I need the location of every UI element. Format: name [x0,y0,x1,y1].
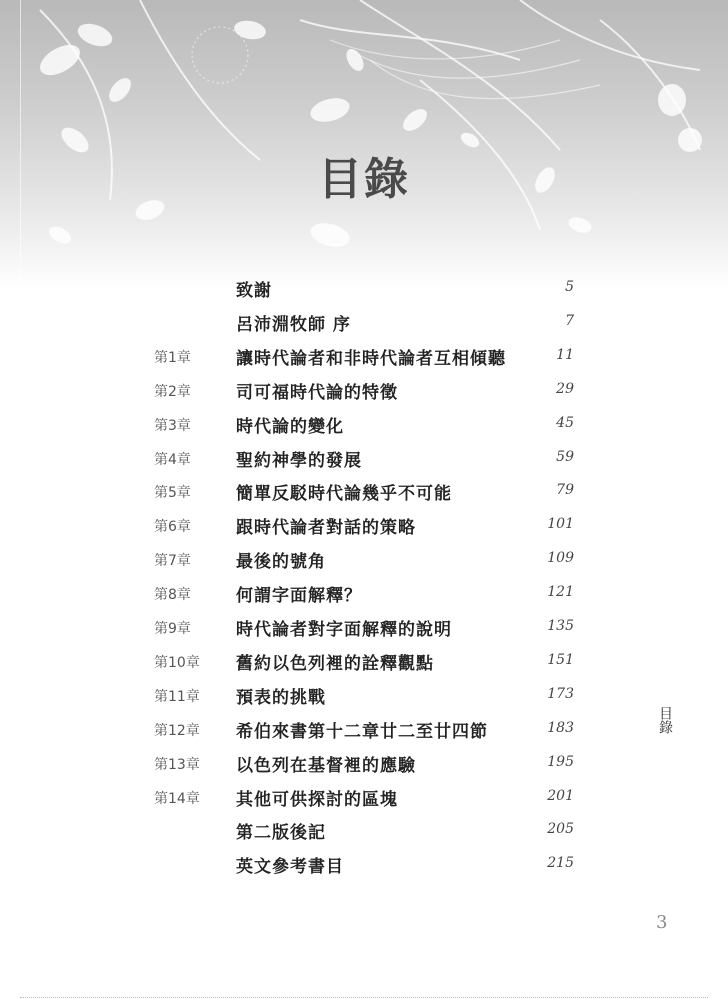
entry-page-number: 121 [547,584,574,601]
entry-title: 何謂字面解釋？ [236,586,362,607]
entry-page-number: 59 [556,448,574,465]
entry-title: 讓時代論者和非時代論者互相傾聽 [236,348,506,369]
entry-page-number: 29 [556,380,574,397]
entry-page-number: 201 [547,787,574,804]
entry-page-number: 183 [547,719,574,736]
entry-title: 其他可供探討的區塊 [236,789,398,810]
chapter-label: 第14章 [154,790,200,807]
entry-page-number: 151 [547,651,574,668]
entry-page-number: 205 [547,821,574,838]
toc-entry[interactable] [0,546,728,574]
entry-title: 最後的號角 [236,552,326,573]
entry-page-number: 45 [556,414,574,431]
page-title: 目錄 [318,154,410,205]
chapter-label: 第6章 [154,519,191,536]
toc-entry[interactable] [0,750,728,778]
entry-title: 時代論的變化 [236,416,344,437]
toc-entry[interactable] [0,580,728,608]
entry-page-number: 135 [547,618,574,634]
chapter-label: 第2章 [154,383,191,400]
entry-page-number: 109 [547,550,574,567]
entry-title: 第二版後記 [236,823,326,844]
toc-entry[interactable] [0,682,728,710]
entry-title: 時代論者對字面解釋的說明 [236,620,452,640]
chapter-label: 第4章 [154,451,191,468]
page-number: 3 [656,912,668,933]
chapter-label: 第11章 [154,688,200,705]
chapter-label: 第5章 [154,485,191,502]
toc-entry[interactable] [0,377,728,405]
chapter-label: 第8章 [154,587,191,604]
toc-entry[interactable] [0,343,728,371]
chapter-label: 第3章 [154,417,191,434]
side-tab-label: 目錄 [657,706,673,734]
chapter-label: 第10章 [154,654,200,671]
entry-page-number: 195 [547,753,574,770]
entry-page-number: 79 [556,482,574,499]
entry-title: 英文參考書目 [236,857,344,878]
entry-title: 簡單反駁時代論幾乎不可能 [236,484,452,505]
toc-entry[interactable] [0,716,728,744]
entry-page-number: 5 [565,279,574,295]
chapter-label: 第12章 [154,722,200,739]
chapter-label: 第13章 [154,756,200,773]
entry-page-number: 173 [547,685,574,702]
toc-entry[interactable] [0,784,728,812]
entry-title: 以色列在基督裡的應驗 [236,755,416,776]
toc-entry[interactable] [0,851,728,879]
toc-entry[interactable] [0,614,728,642]
entry-title: 致謝 [236,281,272,301]
entry-page-number: 7 [565,312,574,329]
entry-page-number: 101 [547,516,574,533]
toc-entry[interactable] [0,445,728,473]
entry-title: 呂沛淵牧師 序 [236,314,351,335]
entry-title: 希伯來書第十二章廿二至廿四節 [236,721,488,742]
chapter-label: 第1章 [154,349,191,366]
toc-entry[interactable] [0,817,728,845]
toc-entry[interactable] [0,648,728,676]
entry-title: 舊約以色列裡的詮釋觀點 [236,653,434,674]
toc-entry[interactable] [0,309,728,337]
bottom-rule [20,997,708,999]
toc-entry[interactable] [0,275,728,303]
toc-entry[interactable] [0,512,728,540]
toc-entry[interactable] [0,411,728,439]
entry-title: 司可福時代論的特徵 [236,382,398,403]
chapter-label: 第7章 [154,553,191,570]
entry-title: 聖約神學的發展 [236,450,362,471]
entry-page-number: 11 [556,346,574,363]
entry-title: 預表的挑戰 [236,687,326,708]
entry-page-number: 215 [547,855,574,872]
entry-title: 跟時代論者對話的策略 [236,518,416,539]
chapter-label: 第9章 [154,621,191,637]
toc-entry[interactable] [0,478,728,506]
